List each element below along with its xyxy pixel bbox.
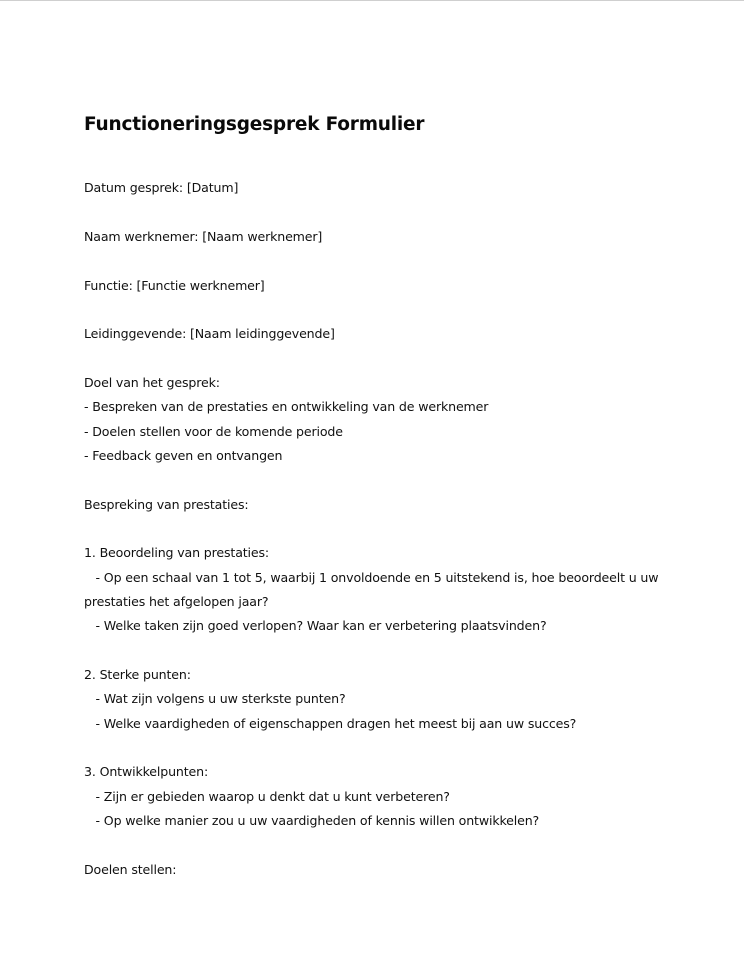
section-question: - Zijn er gebieden waarop u denkt dat u kunt verbeteren? (84, 789, 450, 804)
section-question: - Wat zijn volgens u uw sterkste punten? (84, 691, 346, 706)
section-question-continued: prestaties het afgelopen jaar? (84, 594, 269, 609)
section-question: - Op een schaal van 1 tot 5, waarbij 1 onvoldoende en 5 uitstekend is, hoe beoordeelt u uw (84, 570, 659, 585)
document-title: Functioneringsgesprek Formulier (84, 114, 425, 135)
section-heading-performance: 1. Beoordeling van prestaties: (84, 545, 269, 560)
purpose-item: - Bespreken van de prestaties en ontwikkeling van de werknemer (84, 399, 489, 414)
top-border (0, 0, 744, 1)
goals-heading: Doelen stellen: (84, 862, 177, 877)
purpose-item: - Doelen stellen voor de komende periode (84, 424, 343, 439)
section-heading-strengths: 2. Sterke punten: (84, 667, 191, 682)
field-function: Functie: [Functie werknemer] (84, 278, 265, 293)
section-question: - Op welke manier zou u uw vaardigheden of kennis willen ontwikkelen? (84, 813, 540, 828)
purpose-heading: Doel van het gesprek: (84, 375, 220, 390)
section-heading-development: 3. Ontwikkelpunten: (84, 764, 209, 779)
field-date: Datum gesprek: [Datum] (84, 180, 239, 195)
field-employee-name: Naam werknemer: [Naam werknemer] (84, 229, 323, 244)
section-question: - Welke vaardigheden of eigenschappen dragen het meest bij aan uw succes? (84, 716, 577, 731)
section-question: - Welke taken zijn goed verlopen? Waar kan er verbetering plaatsvinden? (84, 618, 547, 633)
field-manager: Leidinggevende: [Naam leidinggevende] (84, 326, 335, 341)
review-heading: Bespreking van prestaties: (84, 497, 249, 512)
purpose-item: - Feedback geven en ontvangen (84, 448, 283, 463)
